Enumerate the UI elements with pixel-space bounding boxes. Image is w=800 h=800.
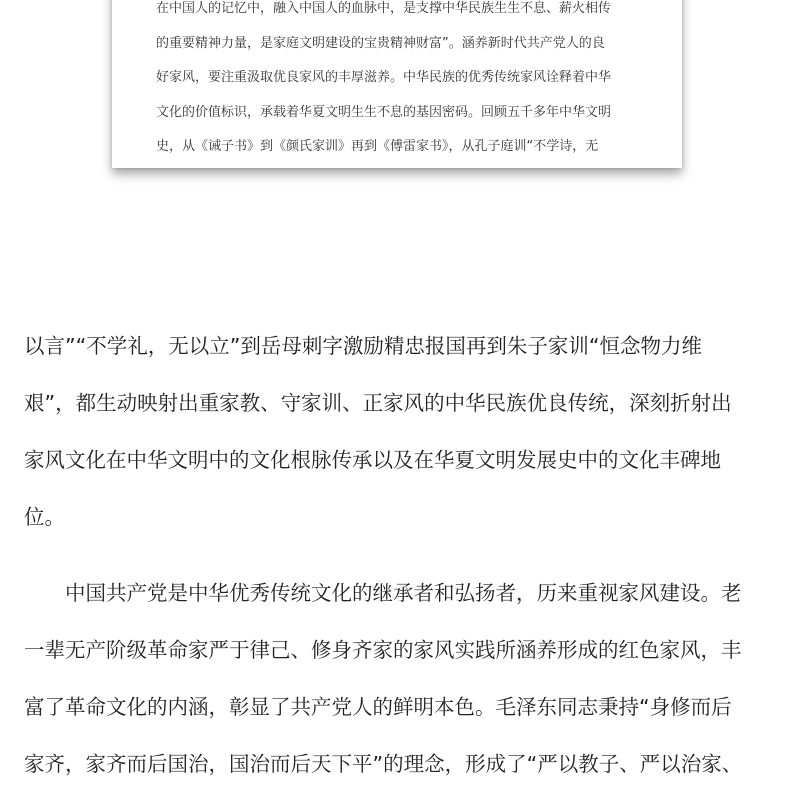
- inset-line: 在中国人的记忆中，融入中国人的血脉中，是支撑中华民族生生不息、薪火相传: [156, 1, 612, 16]
- paragraph-line: 家齐，家齐而后国治，国治而后天下平”的理念，形成了“严以教子、严以治家、: [24, 752, 743, 776]
- inset-page-image: [112, 0, 682, 168]
- paragraph-2: [24, 565, 776, 793]
- paragraph-line: 位。: [24, 505, 65, 529]
- inset-line: 史，从《诫子书》到《颜氏家训》再到《傅雷家书》，从孔子庭训“不学诗，无: [156, 139, 599, 154]
- paragraph-line: 以言”“不学礼，无以立”到岳母刺字激励精忠报国再到朱子家训“恒念物力维: [24, 334, 702, 358]
- paragraph-line: 中国共产党是中华优秀传统文化的继承者和弘扬者，历来重视家风建设。老: [65, 581, 742, 605]
- paragraph-line: 一辈无产阶级革命家严于律己、修身齐家的家风实践所涵养形成的红色家风，丰: [24, 638, 742, 662]
- article-body: [24, 318, 776, 793]
- paragraph-line: 富了革命文化的内涵，彰显了共产党人的鲜明本色。毛泽东同志秉持“身修而后: [24, 695, 732, 719]
- paragraph-line: 艰”，都生动映射出重家教、守家训、正家风的中华民族优良传统，深刻折射出: [24, 391, 732, 415]
- inset-line: 文化的价值标识，承载着华夏文明生生不息的基因密码。回顾五千多年中华文明: [156, 104, 612, 120]
- paragraph-1: [24, 318, 776, 546]
- paragraph-line: 家风文化在中华文明中的文化根脉传承以及在华夏文明发展史中的文化丰碑地: [24, 448, 721, 472]
- inset-line: 的重要精神力量，是家庭文明建设的宝贵精神财富”。涵养新时代共产党人的良: [156, 35, 605, 51]
- inset-line: 好家风，要注重汲取优良家风的丰厚滋养。中华民族的优秀传统家风诠释着中华: [156, 70, 612, 85]
- inset-text-block: [156, 0, 646, 165]
